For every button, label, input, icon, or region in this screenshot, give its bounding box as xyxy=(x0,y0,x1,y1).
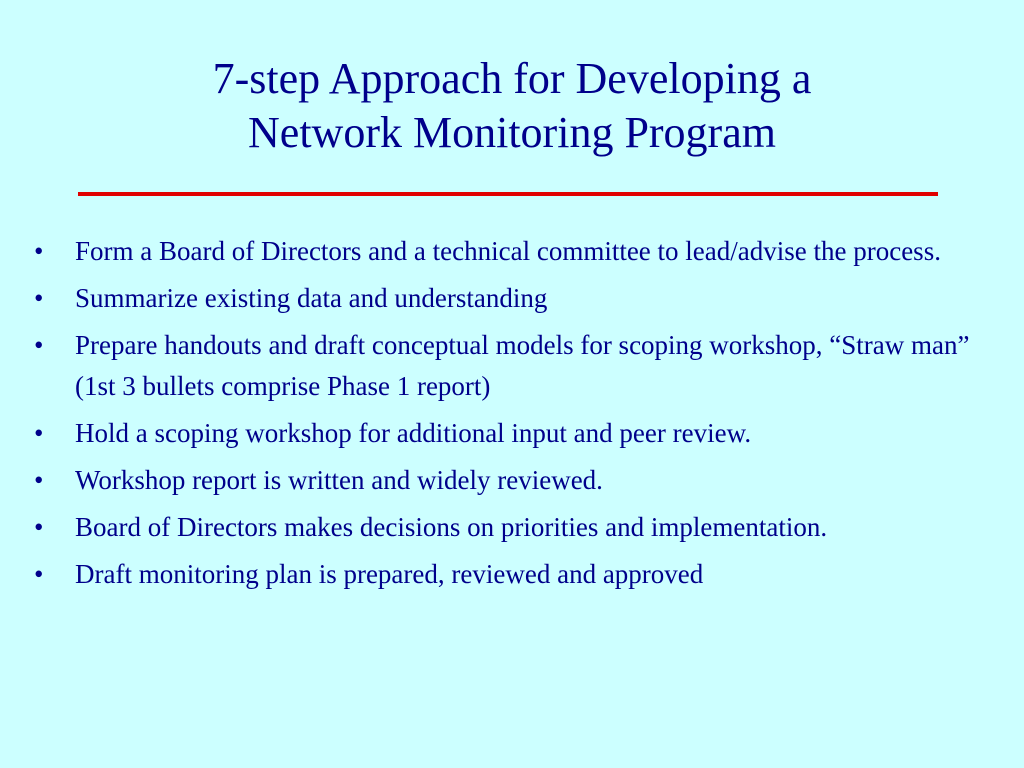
bullet-text: Summarize existing data and understanding xyxy=(75,283,548,313)
bullet-marker-icon: • xyxy=(34,418,44,448)
bullet-item xyxy=(34,460,994,501)
slide-title-line-1: 7-step Approach for Developing a xyxy=(212,54,812,103)
bullet-item xyxy=(34,507,994,548)
bullet-item xyxy=(34,413,994,454)
bullet-marker-icon: • xyxy=(34,559,44,589)
bullet-marker-icon: • xyxy=(34,330,44,360)
bullet-item xyxy=(34,554,994,595)
bullet-text: Form a Board of Directors and a technical committee to lead/advise the process. xyxy=(75,236,941,266)
bullet-text: Draft monitoring plan is prepared, reviewed and approved xyxy=(75,559,704,589)
bullet-item xyxy=(34,231,994,272)
slide-title-line-2: Network Monitoring Program xyxy=(248,108,776,157)
bullet-marker-icon: • xyxy=(34,512,44,542)
bullet-list xyxy=(34,231,994,601)
bullet-marker-icon: • xyxy=(34,465,44,495)
bullet-text: Workshop report is written and widely reviewed. xyxy=(75,465,603,495)
bullet-item xyxy=(34,325,994,407)
bullet-text: Prepare handouts and draft conceptual models for scoping workshop, “Straw man” (1st 3 bullets comprise Phase 1 report) xyxy=(75,330,970,401)
bullet-text: Board of Directors makes decisions on priorities and implementation. xyxy=(75,512,828,542)
bullet-item xyxy=(34,278,994,319)
bullet-marker-icon: • xyxy=(34,236,44,266)
title-divider xyxy=(78,192,938,196)
slide-title xyxy=(0,52,1024,160)
bullet-text: Hold a scoping workshop for additional input and peer review. xyxy=(75,418,752,448)
bullet-marker-icon: • xyxy=(34,283,44,313)
